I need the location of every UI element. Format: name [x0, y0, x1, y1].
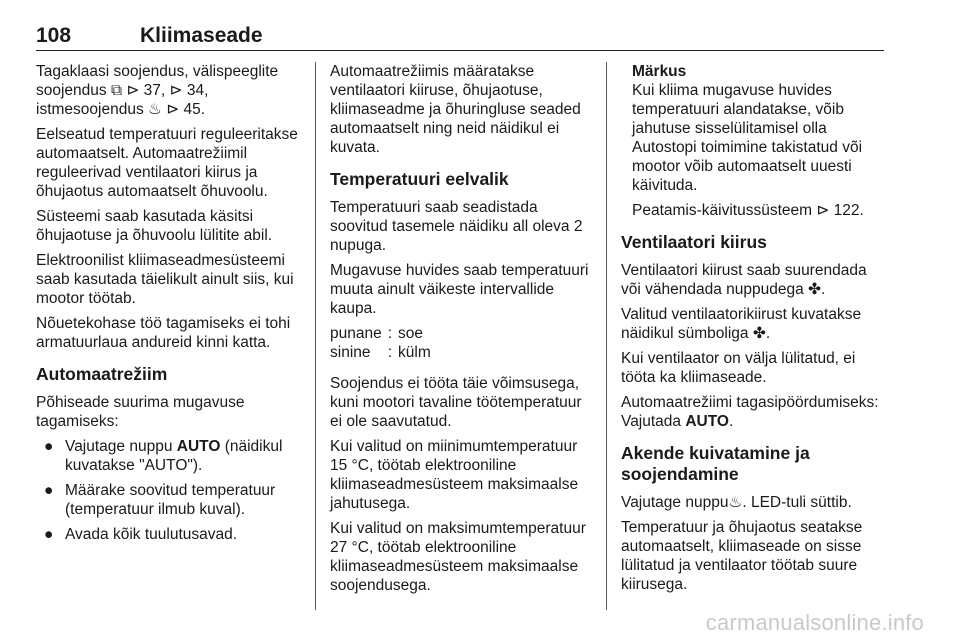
- heading-fan-speed: Ventilaatori kiirus: [621, 232, 767, 252]
- bullet-icon: ●: [44, 482, 54, 499]
- auto-keyword: AUTO: [685, 413, 729, 430]
- list-item: ● Avada kõik tuulutusavad.: [44, 526, 238, 543]
- heading-auto-mode: Automaatrežiim: [36, 364, 168, 384]
- page-reference-arrow-icon: ⊳: [166, 101, 180, 118]
- fan-icon: ✤: [808, 281, 822, 298]
- paragraph-heating: Tagaklaasi soojendus, välispeeglite soojendus ⧉ ⊳ 37, ⊳ 34, istmesoojendus ♨ ⊳ 45.: [36, 63, 279, 118]
- note-text: Kui kliima mugavuse huvides temperatuuri alandatakse, võib jahutuse sisselülitamisel olla Autostopi toimimine takistatud või mootor võib automaatselt uuesti käivituda.: [632, 82, 863, 194]
- paragraph-fan-off: Kui ventilaator on välja lülitatud, ei tööta ka kliimaseade.: [621, 350, 856, 386]
- note-title: Märkus: [632, 63, 687, 80]
- column-3: [621, 62, 887, 600]
- page-title: Kliimaseade: [140, 24, 263, 47]
- page-reference-arrow-icon: ⊳: [169, 82, 183, 99]
- auto-keyword: AUTO: [176, 438, 221, 455]
- paragraph-preset-temperature: Eelseatud temperatuuri reguleeritakse automaatselt. Automaatrežiimil reguleerivad ventilaatori kiirus ja õhujaotus automaatselt õhuvoolu.: [36, 126, 298, 200]
- paragraph-heating-power: Soojendus ei tööta täie võimsusega, kuni mootori tavaline töötemperatuur ei ole saavutatud.: [330, 375, 582, 430]
- paragraph-auto-settings: Automaatrežiimis määratakse ventilaatori kiiruse, õhujaotuse, kliimaseadme ja õhuringluse seaded automaatselt ning neid näidikul ei kuvata.: [330, 63, 581, 156]
- windscreen-defrost-icon: ♨: [728, 494, 743, 511]
- page-number: 108: [36, 24, 72, 47]
- paragraph-sensors: Nõuetekohase töö tagamiseks ei tohi armatuurlaua andureid kinni katta.: [36, 315, 291, 351]
- rear-window-heating-icon: ⧉: [110, 82, 123, 99]
- seat-heating-icon: ♨: [148, 101, 162, 118]
- table-row: sinine : külm: [330, 344, 431, 361]
- note-block: [621, 62, 887, 220]
- paragraph-basic-setting: Põhiseade suurima mugavuse tagamiseks:: [36, 394, 245, 430]
- paragraph-fan-adjust: Ventilaatori kiirust saab suurendada või vähendada nuppudega ✤.: [621, 262, 867, 298]
- bullet-icon: ●: [44, 438, 54, 455]
- paragraph-temperature-knobs: Temperatuuri saab seadistada soovitud tasemele näidiku all oleva 2 nupuga.: [330, 199, 583, 254]
- paragraph-fan-display: Valitud ventilaatorikiirust kuvatakse näidikul sümboliga ✤.: [621, 306, 862, 342]
- column-1: [36, 62, 302, 550]
- paragraph-engine-running: Elektroonilist kliimaseadmesüsteemi saab kasutada täielikult ainult siis, kui mootor töötab.: [36, 252, 294, 307]
- color-legend-table: [330, 324, 431, 362]
- paragraph-manual-use: Süsteemi saab kasutada käsitsi õhujaotuse ja õhuvoolu lülitite abil.: [36, 208, 273, 244]
- list-item: ● Vajutage nuppu AUTO (näidikul kuvatakse "AUTO").: [44, 438, 283, 474]
- heading-temperature-preselection: Temperatuuri eelvalik: [330, 169, 509, 189]
- paragraph-defrost-button: Vajutage nuppu♨. LED-tuli süttib.: [621, 494, 852, 511]
- list-item: ● Määrake soovitud temperatuur (temperatuur ilmub kuval).: [44, 482, 276, 518]
- page-reference-arrow-icon: ⊳: [126, 82, 140, 99]
- bullet-icon: ●: [44, 526, 54, 543]
- table-row: punane : soe: [330, 325, 424, 342]
- page-header: [36, 24, 884, 51]
- paragraph-return-auto: Automaatrežiimi tagasipöördumiseks: Vajutada AUTO.: [621, 394, 879, 430]
- column-divider-2: [606, 62, 607, 610]
- heading-defrost: Akende kuivatamine ja soojendamine: [621, 443, 810, 484]
- paragraph-min-temperature: Kui valitud on miinimumtemperatuur 15 °C, töötab elektrooniline kliimaseadmesüsteem maksimaalse jahutusega.: [330, 438, 579, 512]
- auto-mode-steps: [36, 437, 302, 544]
- column-divider-1: [315, 62, 316, 610]
- page-reference-arrow-icon: ⊳: [816, 202, 830, 219]
- paragraph-max-temperature: Kui valitud on maksimumtemperatuur 27 °C, töötab elektrooniline kliimaseadmesüsteem maksimaalse soojendusega.: [330, 520, 586, 594]
- watermark: carmanualsonline.info: [705, 610, 924, 635]
- paragraph-small-intervals: Mugavuse huvides saab temperatuuri muuta ainult väikeste intervallide kaupa.: [330, 262, 589, 317]
- note-reference: Peatamis-käivitussüsteem ⊳ 122.: [632, 202, 864, 219]
- paragraph-defrost-auto: Temperatuur ja õhujaotus seatakse automaatselt, kliimaseade on sisse lülitatud ja ventilaator töötab suure kiirusega.: [621, 519, 863, 593]
- fan-icon: ✤: [752, 325, 766, 342]
- column-2: [330, 62, 595, 601]
